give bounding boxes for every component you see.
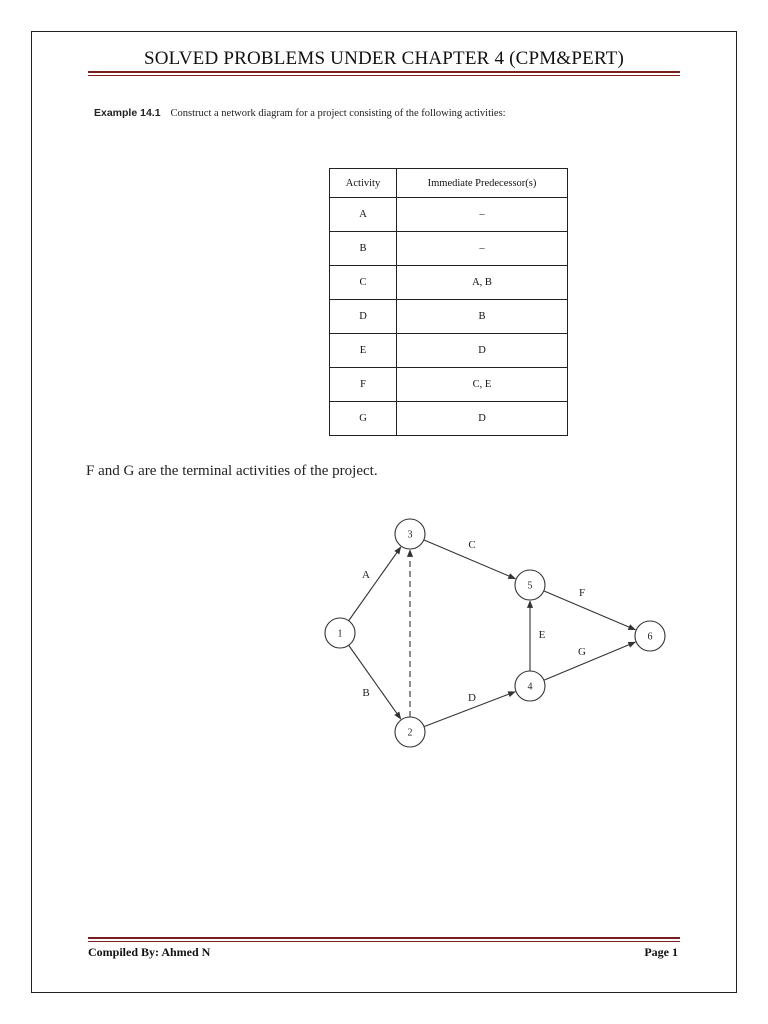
node-label: 6 xyxy=(647,631,653,643)
header-activity: Activity xyxy=(330,169,397,198)
node-label: 5 xyxy=(527,580,533,592)
network-edge-labels xyxy=(362,539,586,704)
edge-f xyxy=(544,591,635,630)
example-statement xyxy=(94,107,506,119)
table-row xyxy=(330,198,568,232)
edge-label: G xyxy=(578,646,586,658)
cell-activity: G xyxy=(330,402,397,436)
cell-predecessor: – xyxy=(397,198,568,232)
edge-b xyxy=(349,645,401,719)
cell-activity: C xyxy=(330,266,397,300)
table-row xyxy=(330,266,568,300)
example-text: Construct a network diagram for a project consisting of the following activities: xyxy=(170,108,506,119)
cell-predecessor: D xyxy=(397,402,568,436)
terminal-activities-statement: F and G are the terminal activities of the project. xyxy=(86,463,378,479)
footer-rule-thin xyxy=(88,941,680,942)
cell-predecessor: – xyxy=(397,232,568,266)
footer-compiled-by: Compiled By: Ahmed N xyxy=(88,945,211,959)
footer-rule xyxy=(88,937,680,939)
edge-a xyxy=(349,547,401,621)
cell-activity: D xyxy=(330,300,397,334)
node-label: 2 xyxy=(407,727,413,739)
footer-page-number: Page 1 xyxy=(644,945,678,959)
cell-activity: F xyxy=(330,368,397,402)
edge-label: A xyxy=(362,569,370,581)
page-header-title: SOLVED PROBLEMS UNDER CHAPTER 4 (CPM&PERT) xyxy=(143,48,625,69)
activity-table xyxy=(329,168,568,436)
edge-g xyxy=(544,642,635,680)
table-row xyxy=(330,368,568,402)
header-rule-thin xyxy=(88,75,680,76)
table-row xyxy=(330,402,568,436)
table-row xyxy=(330,232,568,266)
edge-label: C xyxy=(468,539,476,551)
edge-label: D xyxy=(468,692,476,704)
node-label: 1 xyxy=(337,628,343,640)
cell-activity: E xyxy=(330,334,397,368)
cell-predecessor: D xyxy=(397,334,568,368)
edge-label: E xyxy=(538,629,546,641)
cell-predecessor: C, E xyxy=(397,368,568,402)
table-header-row xyxy=(330,169,568,198)
header-rule xyxy=(88,71,680,73)
network-edges xyxy=(349,540,636,727)
edge-label: B xyxy=(362,687,370,699)
cell-activity: B xyxy=(330,232,397,266)
table-row xyxy=(330,334,568,368)
node-label: 4 xyxy=(527,681,533,693)
edge-label: F xyxy=(578,587,586,599)
header-predecessors: Immediate Predecessor(s) xyxy=(397,169,568,198)
network-nodes xyxy=(325,519,665,747)
example-label: Example 14.1 xyxy=(94,107,161,119)
cell-predecessor: A, B xyxy=(397,266,568,300)
network-diagram xyxy=(300,500,700,760)
cell-activity: A xyxy=(330,198,397,232)
node-label: 3 xyxy=(407,529,413,541)
cell-predecessor: B xyxy=(397,300,568,334)
table-row xyxy=(330,300,568,334)
